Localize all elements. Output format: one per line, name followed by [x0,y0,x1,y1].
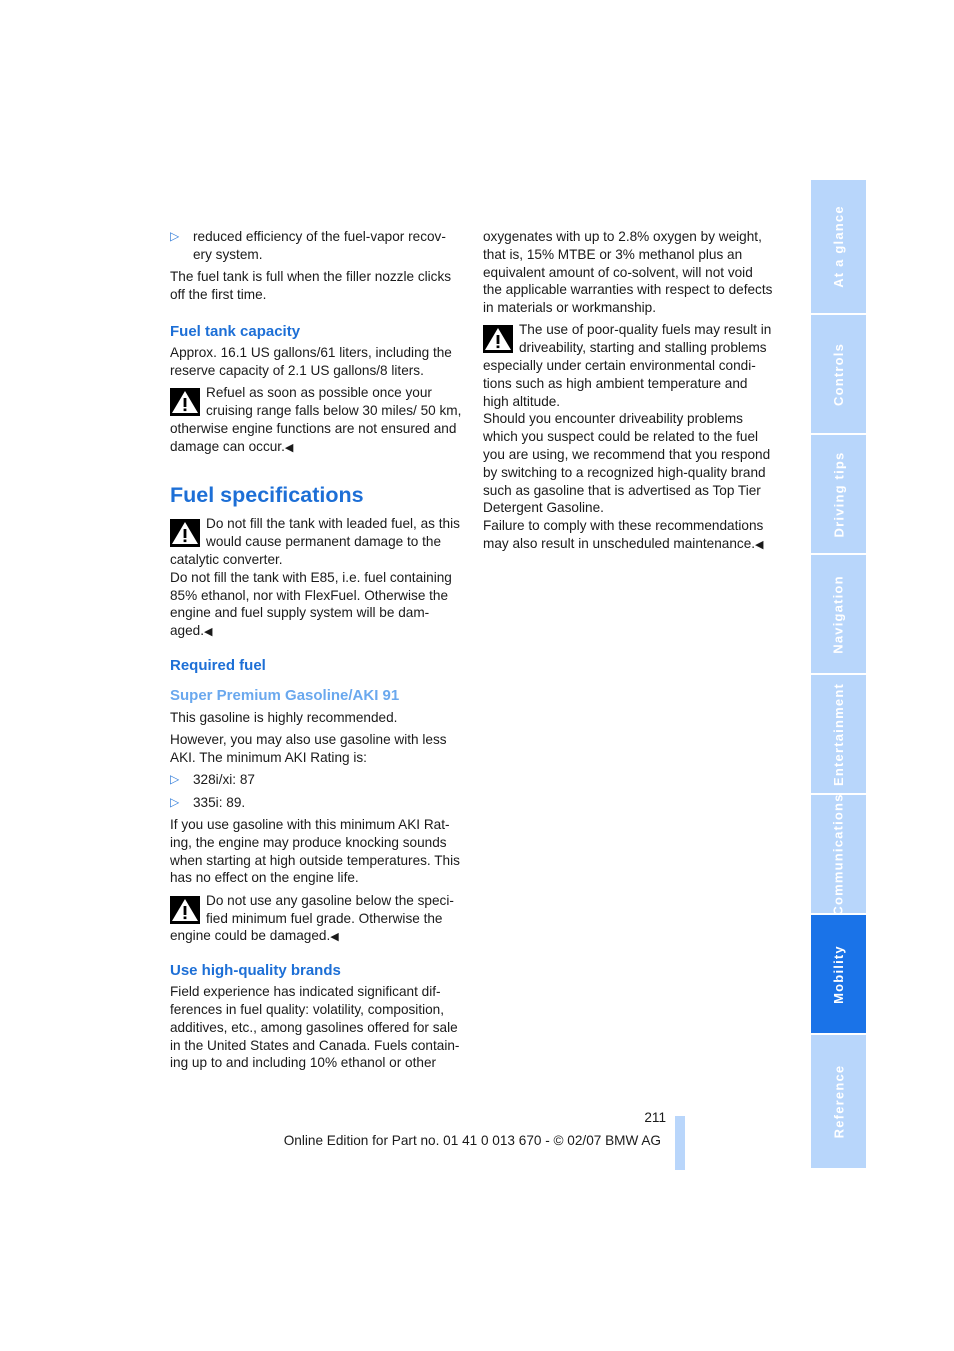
paragraph: oxygenates with up to 2.8% oxygen by weight, that is, 15% MTBE or 3% methanol plus an equivalent amount of co-solvent, will not void the applicable warranties with respect to defects in materials or workmanship. [483,229,773,316]
end-mark-icon: ◀ [755,539,764,552]
tab-navigation[interactable] [811,555,866,673]
list-item [170,771,462,789]
tab-reference[interactable] [811,1035,866,1168]
chapter-tabs [811,180,866,1168]
warning-text: Should you encounter driveability problems which you suspect could be related to the fuel you are using, we recommend that you respond by switching to a recognized high-quality brand such as gasoline that is advertised as Top Tier Detergent Gasoline. [483,411,771,516]
paragraph: The fuel tank is full when the filler nozzle clicks off the first time. [170,269,452,302]
tab-label: Entertainment [831,682,847,786]
section-heading-required: Required fuel [170,657,266,675]
tab-at-a-glance[interactable] [811,180,866,313]
list-item [170,228,462,264]
tab-label: At a glance [831,205,846,288]
subsection-heading-premium: Super Premium Gasoline/AKI 91 [170,687,400,705]
end-mark-icon: ◀ [330,931,339,944]
footer-edition: Online Edition for Part no. 01 41 0 013 670 - © 02/07 BMW AG [283,1133,661,1148]
tab-entertainment[interactable] [811,675,866,793]
page-title: Fuel specifications [170,483,364,508]
warning-text: Failure to comply with these recommendations may also result in unscheduled maintenance. [483,518,764,552]
tab-driving-tips[interactable] [811,435,866,553]
tab-label: Driving tips [831,451,847,537]
tab-label: Reference [831,1064,847,1139]
tab-controls[interactable] [811,315,866,433]
warning-block [170,515,462,642]
bullet-triangle-icon: ▷ [170,772,180,787]
bullet-text: 328i/xi: 87 [193,772,255,788]
tab-label: Navigation [831,574,846,654]
section-heading-brands: Use high-quality brands [170,962,341,980]
right-column [483,228,773,555]
end-mark-icon: ◀ [284,441,294,454]
page-number: 211 [644,1110,666,1125]
tab-label: Communications [831,792,847,916]
warning-block [170,384,462,457]
tab-label: Controls [831,342,847,406]
paragraph: Field experience has indicated significant dif-ferences in fuel quality: volatility, composition, additives, etc., among gasolines offered for sale in the United States and Canada. Fuels contain-ing up to and including 10% ethanol or other [170,984,460,1071]
paragraph: This gasoline is highly recommended. [170,710,398,726]
warning-text: Do not fill the tank with leaded fuel, as this would cause permanent damage to the catalytic converter. [170,516,460,568]
warning-icon [483,325,513,353]
warning-block [483,321,773,554]
left-column [170,228,462,1077]
bullet-text: 335i: 89. [193,794,246,810]
tab-label: Mobility [831,944,846,1004]
warning-text: Do not use any gasoline below the speci-fied minimum fuel grade. Otherwise the engine could be damaged. [170,892,454,944]
paragraph: Approx. 16.1 US gallons/61 liters, including the reserve capacity of 2.1 US gallons/8 liters. [170,345,452,378]
warning-text: Do not fill the tank with E85, i.e. fuel containing 85% ethanol, nor with FlexFuel. Otherwise the engine and fuel supply system will be dam-aged. [170,569,452,639]
warning-icon [170,896,200,924]
warning-block [170,892,462,947]
tab-mobility[interactable] [811,915,866,1033]
bullet-text: reduced efficiency of the fuel-vapor recov-ery system. [193,229,446,262]
paragraph: However, you may also use gasoline with less AKI. The minimum AKI Rating is: [170,732,447,766]
warning-text: Refuel as soon as possible once your cruising range falls below 30 miles/ 50 km, otherwise engine functions are not ensured and damage can occur. [170,385,462,454]
end-mark-icon: ◀ [204,626,213,639]
page-marker-bar [675,1116,685,1170]
section-heading-tank: Fuel tank capacity [170,323,301,341]
tab-communications[interactable] [811,792,866,916]
warning-icon [170,519,200,547]
list-item [170,794,462,812]
bullet-triangle-icon: ▷ [170,794,180,809]
paragraph: If you use gasoline with this minimum AKI Rat-ing, the engine may produce knocking sounds when starting at high outside temperatures. This has no effect on the engine life. [170,817,460,886]
warning-text: The use of poor-quality fuels may result in driveability, starting and stalling problems especially under certain environmental condi-tions such as high ambient temperature and high altitude. [483,322,772,409]
bullet-triangle-icon: ▷ [170,229,180,243]
warning-icon [170,388,200,416]
